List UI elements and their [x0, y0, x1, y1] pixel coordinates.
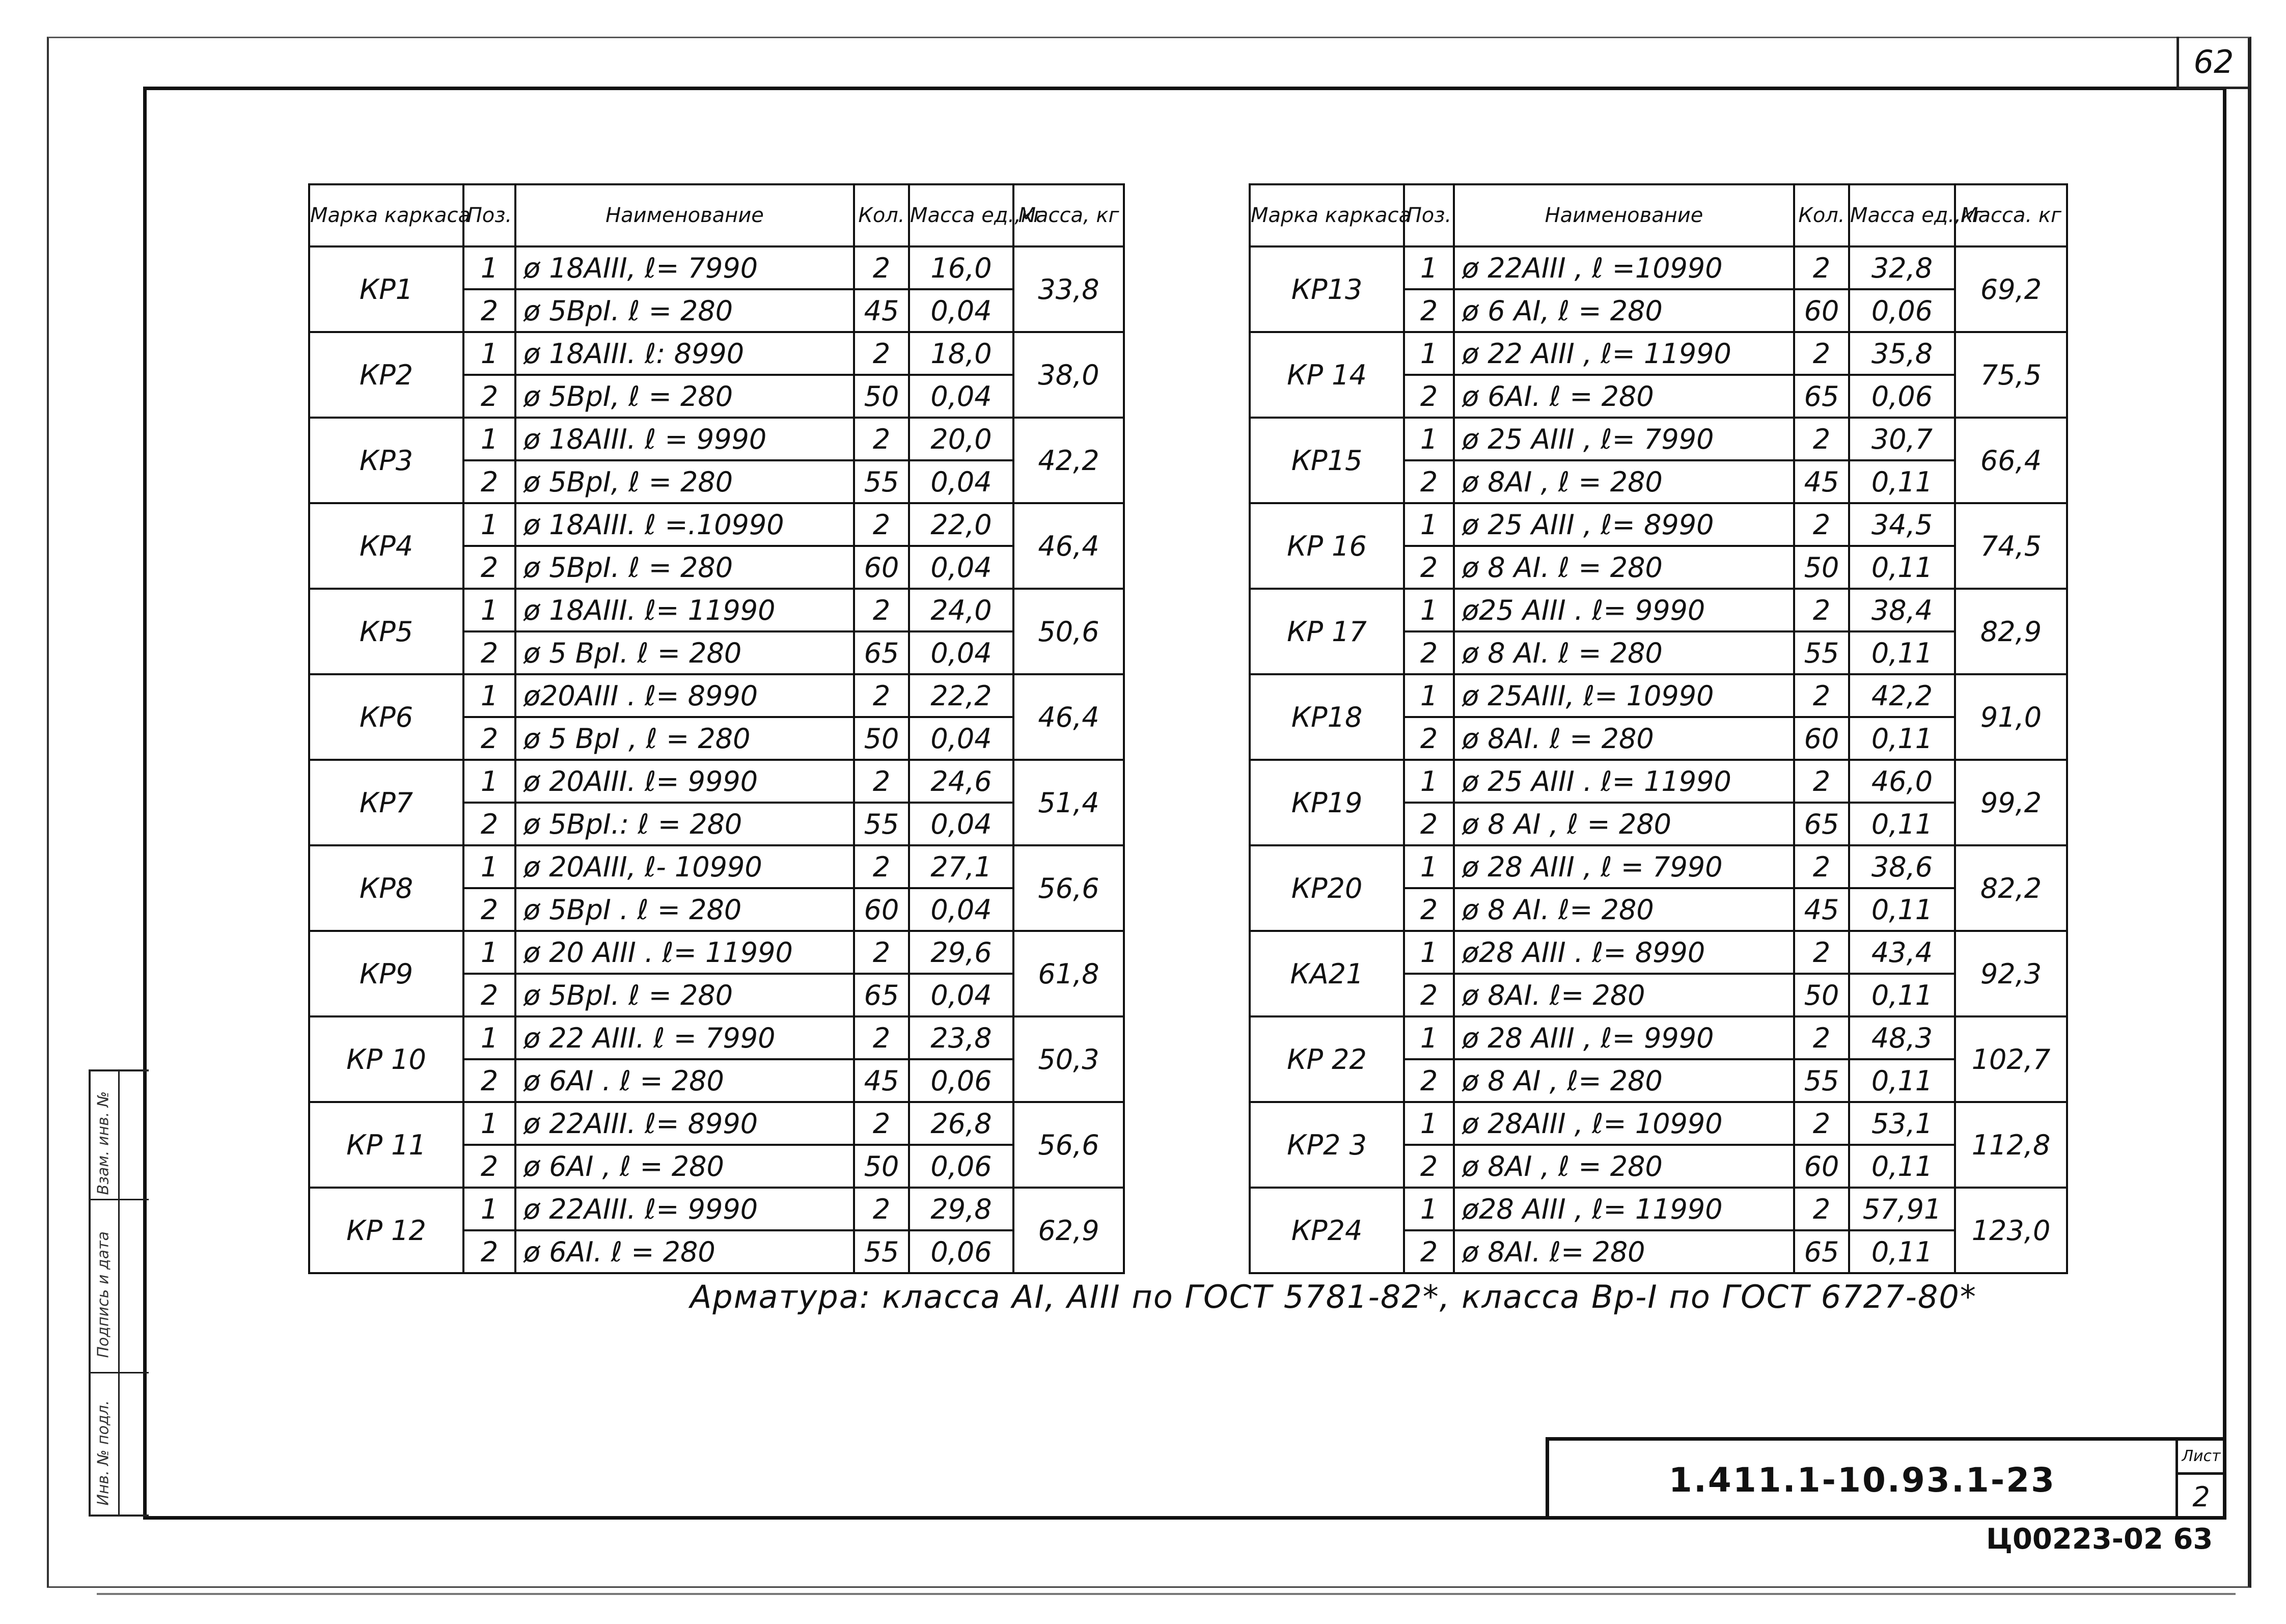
quantity-cell: 45: [1794, 460, 1849, 503]
title-block-divider: [2175, 1441, 2178, 1520]
quantity-cell: 2: [1794, 332, 1849, 375]
frame-mark: КР13: [1250, 246, 1404, 332]
name-cell: ø 5ВрI, ℓ = 280: [515, 375, 854, 418]
table-row: [309, 931, 1124, 974]
name-cell: ø 28 АIII , ℓ= 9990: [1454, 1016, 1794, 1059]
frame-mark: КР6: [309, 674, 463, 760]
frame-mark: КР9: [309, 931, 463, 1016]
quantity-cell: 2: [1794, 503, 1849, 546]
position-cell: 1: [1404, 845, 1454, 888]
quantity-cell: 2: [854, 674, 909, 717]
position-cell: 2: [1404, 289, 1454, 332]
unit-mass-cell: 0,04: [909, 546, 1013, 589]
position-cell: 2: [1404, 631, 1454, 674]
name-cell: ø 5 ВрI , ℓ = 280: [515, 717, 854, 760]
position-cell: 2: [1404, 803, 1454, 845]
name-cell: ø 5ВрI. ℓ = 280: [515, 289, 854, 332]
quantity-cell: 55: [1794, 1059, 1849, 1102]
name-cell: ø 5ВрI. ℓ = 280: [515, 546, 854, 589]
table-row: [309, 418, 1124, 460]
quantity-cell: 60: [1794, 1145, 1849, 1188]
name-cell: ø 8АI , ℓ = 280: [1454, 460, 1794, 503]
quantity-cell: 55: [854, 460, 909, 503]
position-cell: 1: [463, 1102, 515, 1145]
table-row: [309, 845, 1124, 888]
document-code: 1.411.1-10.93.1-23: [1668, 1461, 2056, 1500]
name-cell: ø 8 АI , ℓ = 280: [1454, 803, 1794, 845]
quantity-cell: 2: [1794, 674, 1849, 717]
name-cell: ø 18АIII, ℓ= 7990: [515, 246, 854, 289]
header-qty: Кол.: [1794, 184, 1849, 246]
header-row: [309, 184, 1124, 246]
position-cell: 1: [463, 845, 515, 888]
frame-mark: КР24: [1250, 1188, 1404, 1273]
position-cell: 2: [463, 289, 515, 332]
position-cell: 2: [463, 717, 515, 760]
unit-mass-cell: 16,0: [909, 246, 1013, 289]
total-mass-cell: 91,0: [1955, 674, 2067, 760]
quantity-cell: 2: [854, 1102, 909, 1145]
side-stamp: [89, 1069, 149, 1517]
name-cell: ø 18АIII. ℓ: 8990: [515, 332, 854, 375]
quantity-cell: 2: [854, 931, 909, 974]
total-mass-cell: 112,8: [1955, 1102, 2067, 1188]
name-cell: ø 22АIII. ℓ= 9990: [515, 1188, 854, 1230]
frame-mark: КР18: [1250, 674, 1404, 760]
position-cell: 2: [463, 803, 515, 845]
stamp-label-orig-inv: Инв. № подл.: [94, 1400, 113, 1506]
total-mass-cell: 50,6: [1013, 589, 1124, 674]
unit-mass-cell: 0,11: [1849, 717, 1955, 760]
unit-mass-cell: 0,04: [909, 888, 1013, 931]
sheet-number: 2: [2192, 1481, 2210, 1513]
name-cell: ø20АIII . ℓ= 8990: [515, 674, 854, 717]
unit-mass-cell: 18,0: [909, 332, 1013, 375]
unit-mass-cell: 29,8: [909, 1188, 1013, 1230]
frame-mark: КР 14: [1250, 332, 1404, 418]
position-cell: 1: [463, 418, 515, 460]
quantity-cell: 45: [854, 289, 909, 332]
unit-mass-cell: 0,11: [1849, 546, 1955, 589]
position-cell: 1: [1404, 246, 1454, 289]
frame-mark: КР5: [309, 589, 463, 674]
quantity-cell: 60: [1794, 289, 1849, 332]
name-cell: ø 8АI. ℓ= 280: [1454, 1230, 1794, 1273]
total-mass-cell: 42,2: [1013, 418, 1124, 503]
position-cell: 2: [1404, 974, 1454, 1016]
position-cell: 1: [463, 589, 515, 631]
stamp-label-signature-date: Подпись и дата: [94, 1231, 113, 1358]
total-mass-cell: 123,0: [1955, 1188, 2067, 1273]
stamp-label-replace-inv: Взам. инв. №: [94, 1091, 113, 1195]
table-row: [1250, 1016, 2067, 1059]
table-row: [1250, 332, 2067, 375]
frame-mark: КА21: [1250, 931, 1404, 1016]
position-cell: 1: [463, 1016, 515, 1059]
quantity-cell: 2: [1794, 1102, 1849, 1145]
quantity-cell: 2: [854, 246, 909, 289]
header-total-mass: Масса, кг: [1013, 184, 1124, 246]
name-cell: ø 25 АIII , ℓ= 8990: [1454, 503, 1794, 546]
unit-mass-cell: 0,11: [1849, 1145, 1955, 1188]
unit-mass-cell: 0,11: [1849, 803, 1955, 845]
frame-mark: КР19: [1250, 760, 1404, 845]
unit-mass-cell: 0,11: [1849, 974, 1955, 1016]
total-mass-cell: 92,3: [1955, 931, 2067, 1016]
quantity-cell: 55: [1794, 631, 1849, 674]
quantity-cell: 45: [854, 1059, 909, 1102]
unit-mass-cell: 57,91: [1849, 1188, 1955, 1230]
position-cell: 1: [1404, 931, 1454, 974]
unit-mass-cell: 0,11: [1849, 1059, 1955, 1102]
position-cell: 1: [463, 760, 515, 803]
total-mass-cell: 61,8: [1013, 931, 1124, 1016]
table-row: [1250, 503, 2067, 546]
quantity-cell: 2: [1794, 760, 1849, 803]
unit-mass-cell: 0,04: [909, 375, 1013, 418]
bottom-trim-line: [97, 1593, 2236, 1595]
header-pos: Поз.: [1404, 184, 1454, 246]
total-mass-cell: 75,5: [1955, 332, 2067, 418]
unit-mass-cell: 0,04: [909, 631, 1013, 674]
table-row: [1250, 1188, 2067, 1230]
total-mass-cell: 38,0: [1013, 332, 1124, 418]
frame-mark: КР 11: [309, 1102, 463, 1188]
name-cell: ø 6 АI, ℓ = 280: [1454, 289, 1794, 332]
name-cell: ø 20АIII. ℓ= 9990: [515, 760, 854, 803]
quantity-cell: 65: [1794, 375, 1849, 418]
position-cell: 1: [463, 503, 515, 546]
name-cell: ø 8АI. ℓ = 280: [1454, 717, 1794, 760]
name-cell: ø 6АI , ℓ = 280: [515, 1145, 854, 1188]
header-row: [1250, 184, 2067, 246]
position-cell: 1: [1404, 503, 1454, 546]
frame-mark: КР2 3: [1250, 1102, 1404, 1188]
name-cell: ø 20 АIII . ℓ= 11990: [515, 931, 854, 974]
header-name: Наименование: [1454, 184, 1794, 246]
quantity-cell: 65: [1794, 803, 1849, 845]
table-row: [309, 1016, 1124, 1059]
unit-mass-cell: 38,4: [1849, 589, 1955, 631]
name-cell: ø 22АIII , ℓ =10990: [1454, 246, 1794, 289]
table-row: [309, 503, 1124, 546]
name-cell: ø 6АI. ℓ = 280: [515, 1230, 854, 1273]
position-cell: 1: [1404, 674, 1454, 717]
table-row: [1250, 246, 2067, 289]
quantity-cell: 2: [1794, 931, 1849, 974]
position-cell: 1: [463, 1188, 515, 1230]
name-cell: ø28 АIII . ℓ= 8990: [1454, 931, 1794, 974]
table-row: [1250, 1102, 2067, 1145]
unit-mass-cell: 0,06: [1849, 289, 1955, 332]
quantity-cell: 2: [854, 332, 909, 375]
name-cell: ø 8 АI. ℓ = 280: [1454, 546, 1794, 589]
name-cell: ø 8АI. ℓ= 280: [1454, 974, 1794, 1016]
position-cell: 1: [1404, 589, 1454, 631]
name-cell: ø 5ВрI . ℓ = 280: [515, 888, 854, 931]
unit-mass-cell: 22,0: [909, 503, 1013, 546]
table-row: [309, 1102, 1124, 1145]
table-row: [1250, 418, 2067, 460]
sheet-label: Лист: [2182, 1447, 2221, 1465]
frame-mark: КР 22: [1250, 1016, 1404, 1102]
spec-table-right: [1249, 183, 2068, 1274]
header-unit-mass: Масса ед.,кг: [1849, 184, 1955, 246]
total-mass-cell: 102,7: [1955, 1016, 2067, 1102]
unit-mass-cell: 0,04: [909, 974, 1013, 1016]
position-cell: 2: [463, 460, 515, 503]
name-cell: ø 8 АI. ℓ = 280: [1454, 631, 1794, 674]
header-mark: Марка каркаса: [309, 184, 463, 246]
position-cell: 1: [1404, 1016, 1454, 1059]
total-mass-cell: 66,4: [1955, 418, 2067, 503]
unit-mass-cell: 32,8: [1849, 246, 1955, 289]
total-mass-cell: 46,4: [1013, 674, 1124, 760]
unit-mass-cell: 24,6: [909, 760, 1013, 803]
name-cell: ø 18АIII. ℓ= 11990: [515, 589, 854, 631]
unit-mass-cell: 0,06: [909, 1230, 1013, 1273]
quantity-cell: 65: [1794, 1230, 1849, 1273]
name-cell: ø 8 АI , ℓ= 280: [1454, 1059, 1794, 1102]
table-row: [309, 246, 1124, 289]
header-unit-mass: Масса ед.,кг: [909, 184, 1013, 246]
header-pos: Поз.: [463, 184, 515, 246]
position-cell: 2: [463, 375, 515, 418]
header-name: Наименование: [515, 184, 854, 246]
quantity-cell: 65: [854, 974, 909, 1016]
position-cell: 1: [1404, 332, 1454, 375]
unit-mass-cell: 0,04: [909, 803, 1013, 845]
quantity-cell: 2: [854, 760, 909, 803]
name-cell: ø 25 АIII . ℓ= 11990: [1454, 760, 1794, 803]
frame-mark: КР1: [309, 246, 463, 332]
name-cell: ø 25 АIII , ℓ= 7990: [1454, 418, 1794, 460]
position-cell: 1: [1404, 760, 1454, 803]
inventory-code: Ц00223-02 63: [1986, 1523, 2213, 1556]
quantity-cell: 60: [854, 546, 909, 589]
frame-mark: КР 16: [1250, 503, 1404, 589]
quantity-cell: 60: [854, 888, 909, 931]
frame-mark: КР8: [309, 845, 463, 931]
quantity-cell: 50: [854, 717, 909, 760]
table-row: [309, 589, 1124, 631]
unit-mass-cell: 53,1: [1849, 1102, 1955, 1145]
name-cell: ø 6АI. ℓ = 280: [1454, 375, 1794, 418]
table-row: [1250, 760, 2067, 803]
total-mass-cell: 56,6: [1013, 1102, 1124, 1188]
table-row: [1250, 674, 2067, 717]
unit-mass-cell: 42,2: [1849, 674, 1955, 717]
position-cell: 2: [1404, 888, 1454, 931]
header-total-mass: Масса. кг: [1955, 184, 2067, 246]
total-mass-cell: 50,3: [1013, 1016, 1124, 1102]
unit-mass-cell: 23,8: [909, 1016, 1013, 1059]
spec-table-left: [308, 183, 1125, 1274]
quantity-cell: 55: [854, 803, 909, 845]
position-cell: 1: [1404, 1188, 1454, 1230]
frame-mark: КР 17: [1250, 589, 1404, 674]
total-mass-cell: 33,8: [1013, 246, 1124, 332]
name-cell: ø 5ВрI. ℓ = 280: [515, 974, 854, 1016]
position-cell: 2: [463, 1059, 515, 1102]
quantity-cell: 2: [1794, 1016, 1849, 1059]
position-cell: 2: [1404, 1059, 1454, 1102]
position-cell: 2: [1404, 375, 1454, 418]
name-cell: ø 28АIII , ℓ= 10990: [1454, 1102, 1794, 1145]
unit-mass-cell: 0,11: [1849, 460, 1955, 503]
sheet-corner-number: 62: [2177, 37, 2248, 89]
position-cell: 1: [463, 674, 515, 717]
position-cell: 2: [1404, 1145, 1454, 1188]
quantity-cell: 50: [1794, 546, 1849, 589]
quantity-cell: 2: [854, 1016, 909, 1059]
quantity-cell: 2: [854, 1188, 909, 1230]
unit-mass-cell: 0,11: [1849, 1230, 1955, 1273]
total-mass-cell: 82,9: [1955, 589, 2067, 674]
unit-mass-cell: 0,04: [909, 289, 1013, 332]
total-mass-cell: 51,4: [1013, 760, 1124, 845]
unit-mass-cell: 27,1: [909, 845, 1013, 888]
total-mass-cell: 69,2: [1955, 246, 2067, 332]
name-cell: ø 20АIII, ℓ- 10990: [515, 845, 854, 888]
title-block-hline: [2178, 1472, 2223, 1475]
position-cell: 1: [463, 931, 515, 974]
table-row: [309, 674, 1124, 717]
total-mass-cell: 56,6: [1013, 845, 1124, 931]
name-cell: ø 28 АIII , ℓ = 7990: [1454, 845, 1794, 888]
position-cell: 2: [463, 1145, 515, 1188]
position-cell: 2: [463, 888, 515, 931]
position-cell: 1: [463, 332, 515, 375]
name-cell: ø25 АIII . ℓ= 9990: [1454, 589, 1794, 631]
quantity-cell: 2: [854, 589, 909, 631]
total-mass-cell: 62,9: [1013, 1188, 1124, 1273]
position-cell: 2: [1404, 546, 1454, 589]
unit-mass-cell: 30,7: [1849, 418, 1955, 460]
quantity-cell: 50: [854, 375, 909, 418]
quantity-cell: 50: [1794, 974, 1849, 1016]
unit-mass-cell: 0,04: [909, 717, 1013, 760]
position-cell: 1: [1404, 418, 1454, 460]
total-mass-cell: 82,2: [1955, 845, 2067, 931]
frame-mark: КР3: [309, 418, 463, 503]
quantity-cell: 65: [854, 631, 909, 674]
quantity-cell: 60: [1794, 717, 1849, 760]
quantity-cell: 2: [854, 418, 909, 460]
name-cell: ø 5 ВрI. ℓ = 280: [515, 631, 854, 674]
frame-mark: КР20: [1250, 845, 1404, 931]
quantity-cell: 2: [854, 845, 909, 888]
name-cell: ø 8АI , ℓ = 280: [1454, 1145, 1794, 1188]
unit-mass-cell: 34,5: [1849, 503, 1955, 546]
name-cell: ø 18АIII. ℓ =.10990: [515, 503, 854, 546]
unit-mass-cell: 0,06: [1849, 375, 1955, 418]
name-cell: ø 18АIII. ℓ = 9990: [515, 418, 854, 460]
name-cell: ø 22 АIII , ℓ= 11990: [1454, 332, 1794, 375]
quantity-cell: 2: [1794, 246, 1849, 289]
unit-mass-cell: 0,06: [909, 1145, 1013, 1188]
table-row: [309, 332, 1124, 375]
position-cell: 2: [1404, 1230, 1454, 1273]
unit-mass-cell: 24,0: [909, 589, 1013, 631]
table-row: [1250, 589, 2067, 631]
position-cell: 2: [463, 546, 515, 589]
unit-mass-cell: 38,6: [1849, 845, 1955, 888]
unit-mass-cell: 46,0: [1849, 760, 1955, 803]
unit-mass-cell: 22,2: [909, 674, 1013, 717]
position-cell: 2: [463, 1230, 515, 1273]
total-mass-cell: 99,2: [1955, 760, 2067, 845]
unit-mass-cell: 0,04: [909, 460, 1013, 503]
unit-mass-cell: 35,8: [1849, 332, 1955, 375]
table-row: [309, 1188, 1124, 1230]
name-cell: ø 25АIII, ℓ= 10990: [1454, 674, 1794, 717]
table-row: [1250, 931, 2067, 974]
name-cell: ø28 АIII , ℓ= 11990: [1454, 1188, 1794, 1230]
position-cell: 1: [463, 246, 515, 289]
frame-mark: КР7: [309, 760, 463, 845]
position-cell: 2: [1404, 460, 1454, 503]
quantity-cell: 2: [1794, 1188, 1849, 1230]
unit-mass-cell: 48,3: [1849, 1016, 1955, 1059]
name-cell: ø 22 АIII. ℓ = 7990: [515, 1016, 854, 1059]
position-cell: 2: [463, 974, 515, 1016]
quantity-cell: 2: [1794, 589, 1849, 631]
header-mark: Марка каркаса: [1250, 184, 1404, 246]
quantity-cell: 2: [854, 503, 909, 546]
unit-mass-cell: 20,0: [909, 418, 1013, 460]
quantity-cell: 55: [854, 1230, 909, 1273]
frame-mark: КР15: [1250, 418, 1404, 503]
total-mass-cell: 46,4: [1013, 503, 1124, 589]
unit-mass-cell: 29,6: [909, 931, 1013, 974]
name-cell: ø 5ВрI, ℓ = 280: [515, 460, 854, 503]
header-qty: Кол.: [854, 184, 909, 246]
name-cell: ø 6АI . ℓ = 280: [515, 1059, 854, 1102]
quantity-cell: 50: [854, 1145, 909, 1188]
frame-mark: КР4: [309, 503, 463, 589]
unit-mass-cell: 26,8: [909, 1102, 1013, 1145]
name-cell: ø 22АIII. ℓ= 8990: [515, 1102, 854, 1145]
unit-mass-cell: 0,11: [1849, 631, 1955, 674]
name-cell: ø 5ВрI.: ℓ = 280: [515, 803, 854, 845]
total-mass-cell: 74,5: [1955, 503, 2067, 589]
quantity-cell: 2: [1794, 418, 1849, 460]
quantity-cell: 45: [1794, 888, 1849, 931]
frame-mark: КР 12: [309, 1188, 463, 1273]
position-cell: 2: [1404, 717, 1454, 760]
position-cell: 2: [463, 631, 515, 674]
table-row: [309, 760, 1124, 803]
position-cell: 1: [1404, 1102, 1454, 1145]
title-block: [1546, 1437, 2223, 1520]
name-cell: ø 8 АI. ℓ= 280: [1454, 888, 1794, 931]
unit-mass-cell: 43,4: [1849, 931, 1955, 974]
frame-mark: КР 10: [309, 1016, 463, 1102]
quantity-cell: 2: [1794, 845, 1849, 888]
unit-mass-cell: 0,11: [1849, 888, 1955, 931]
reinforcement-note: Арматура: класса АI, АIII по ГОСТ 5781-82*, класса Вр-I по ГОСТ 6727-80*: [690, 1278, 1977, 1315]
unit-mass-cell: 0,06: [909, 1059, 1013, 1102]
table-row: [1250, 845, 2067, 888]
frame-mark: КР2: [309, 332, 463, 418]
